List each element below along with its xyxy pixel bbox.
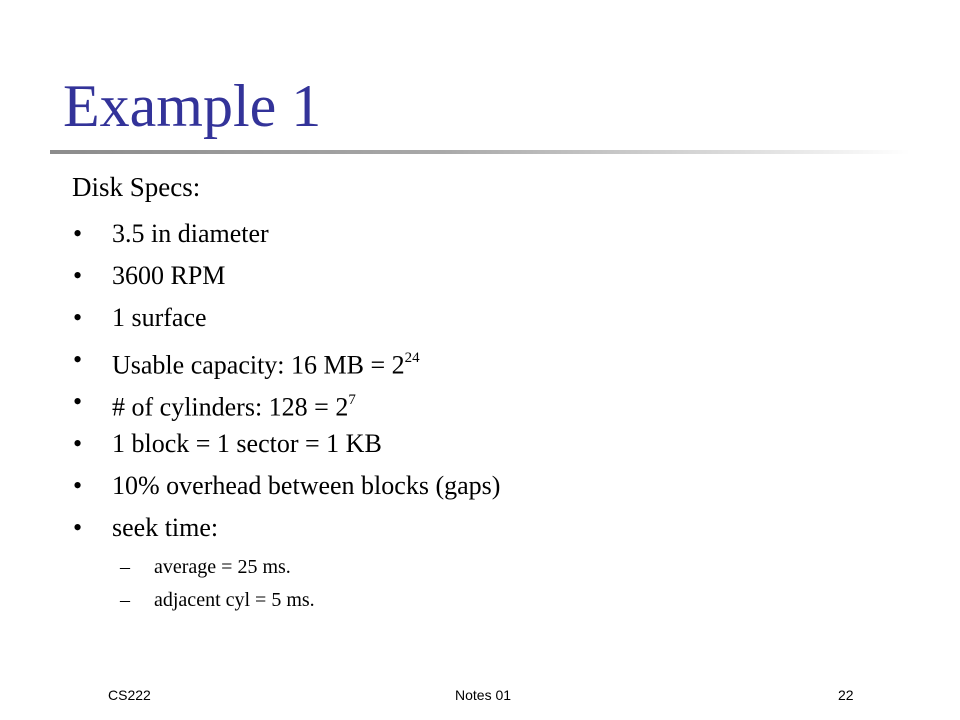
exponent: 7	[348, 392, 356, 408]
bullet-dot-icon: •	[73, 513, 83, 542]
bullet-text-with-exponent	[112, 340, 420, 386]
bullet-text: 1 surface	[112, 303, 207, 332]
dash-icon: –	[120, 589, 130, 611]
footer-course: CS222	[108, 687, 151, 703]
bullet-text: seek time:	[112, 513, 219, 542]
bullet-text: 3600 RPM	[112, 261, 226, 290]
bullet-text-with-exponent	[112, 382, 356, 428]
bullet-dot-icon: •	[73, 303, 83, 332]
sub-bullet-text: average = 25 ms.	[154, 556, 291, 578]
dash-icon: –	[120, 556, 130, 578]
bullet-dot-icon: •	[73, 261, 83, 290]
sub-bullet-text: adjacent cyl = 5 ms.	[154, 589, 315, 611]
footer-notes: Notes 01	[455, 687, 512, 703]
bullet-text: 10% overhead between blocks (gaps)	[112, 471, 501, 500]
bullet-text: 3.5 in diameter	[112, 219, 269, 248]
section-heading: Disk Specs:	[72, 172, 201, 202]
footer-page-number: 22	[838, 687, 854, 703]
bullet-text: 1 block = 1 sector = 1 KB	[112, 429, 382, 458]
slide-title: Example 1	[63, 73, 322, 139]
bullet-dot-icon: •	[73, 471, 83, 500]
exponent: 24	[404, 350, 420, 366]
bullet-text: # of cylinders: 128 = 2	[112, 392, 349, 422]
bullet-dot-icon: •	[73, 429, 83, 458]
title-underline	[50, 150, 910, 154]
bullet-text: Usable capacity: 16 MB = 2	[112, 350, 405, 380]
bullet-dot-icon: •	[73, 219, 83, 248]
bullet-dot-icon: •	[73, 387, 83, 416]
bullet-dot-icon: •	[73, 345, 83, 374]
